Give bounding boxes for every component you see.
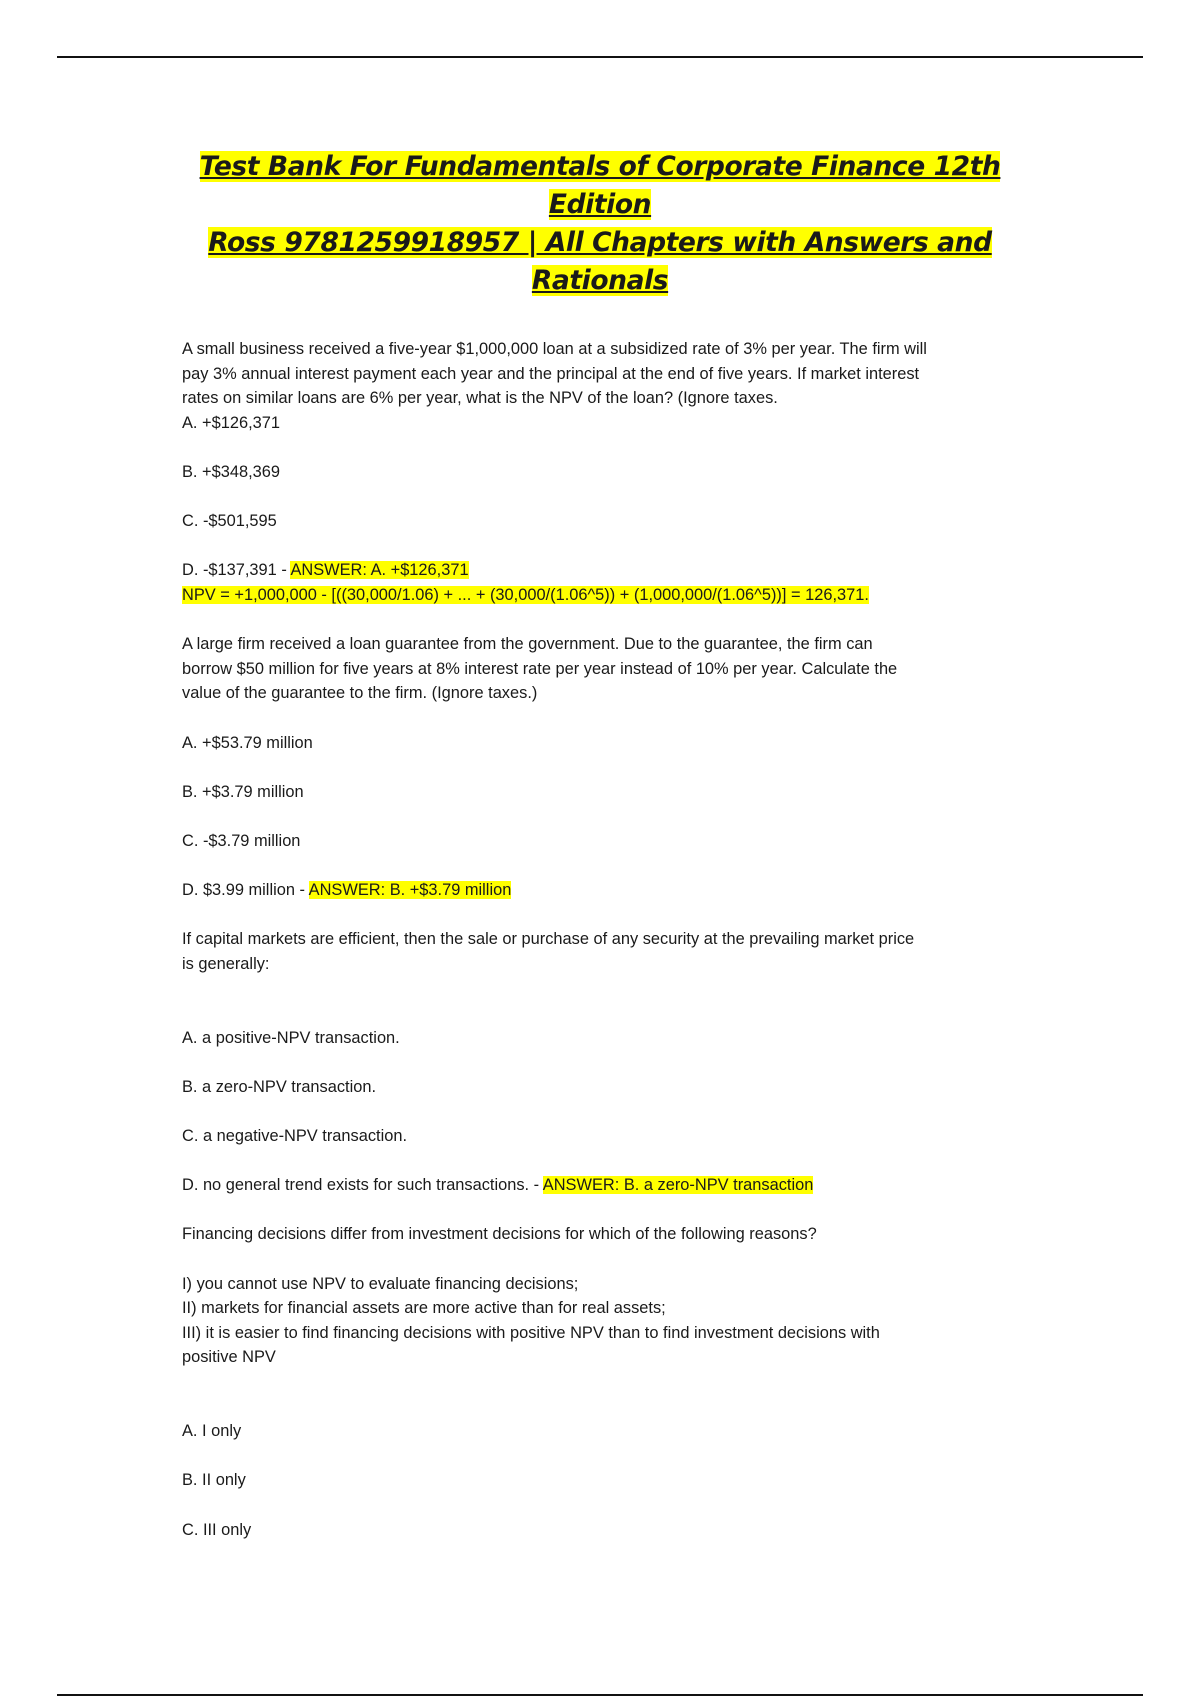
answer-highlight: ANSWER: B. +$3.79 million xyxy=(308,881,512,900)
question-stem-line: If capital markets are efficient, then the sale or purchase of any security at the prevailing market price xyxy=(182,930,915,949)
statement-line: II) markets for financial assets are more active than for real assets; xyxy=(182,1299,666,1318)
question-stem-line: A large firm received a loan guarantee from the government. Due to the guarantee, the firm can xyxy=(182,635,873,654)
question-list xyxy=(182,337,1032,1542)
question-stem-line: borrow $50 million for five years at 8% interest rate per year instead of 10% per year. Calculate the xyxy=(182,659,898,678)
option-c: C. III only xyxy=(182,1520,252,1539)
option-b: B. II only xyxy=(182,1471,246,1490)
option-b: B. +$348,369 xyxy=(182,462,280,481)
question-stem-line: is generally: xyxy=(182,954,270,973)
question-stem-line: rates on similar loans are 6% per year, what is the NPV of the loan? (Ignore taxes. xyxy=(182,389,778,408)
option-d-with-answer xyxy=(182,878,1032,903)
option-b: B. +$3.79 million xyxy=(182,782,304,801)
question-4 xyxy=(182,1222,1032,1542)
title-line-3: Rationals xyxy=(531,265,669,296)
question-stem-line: Financing decisions differ from investment decisions for which of the following reasons? xyxy=(182,1225,817,1244)
statement-line: positive NPV xyxy=(182,1348,276,1367)
statement-line: III) it is easier to find financing decisions with positive NPV than to find investment decisions with xyxy=(182,1323,880,1342)
option-c: C. -$501,595 xyxy=(182,512,277,531)
question-3 xyxy=(182,927,1032,1198)
option-b: B. a zero-NPV transaction. xyxy=(182,1077,377,1096)
option-a: A. a positive-NPV transaction. xyxy=(182,1028,400,1047)
title-line-1: Test Bank For Fundamentals of Corporate Finance 12th Edition xyxy=(199,151,1001,220)
answer-highlight: ANSWER: A. +$126,371 xyxy=(290,561,469,580)
option-d-with-answer xyxy=(182,1173,1032,1198)
document-title xyxy=(150,148,1050,300)
question-stem-line: pay 3% annual interest payment each year and the principal at the end of five years. If market interest xyxy=(182,364,920,383)
rationale-line xyxy=(182,583,1032,608)
question-2 xyxy=(182,632,1032,903)
statement-line: I) you cannot use NPV to evaluate financing decisions; xyxy=(182,1274,579,1293)
footer-rule xyxy=(57,1694,1143,1696)
option-c: C. -$3.79 million xyxy=(182,831,301,850)
option-d: D. $3.99 million - xyxy=(182,881,309,900)
title-line-2: Ross 9781259918957 | All Chapters with Answers and xyxy=(208,227,992,258)
rationale-highlight: NPV = +1,000,000 - [((30,000/1.06) + ... + (30,000/(1.06^5)) + (1,000,000/(1.06^5))] = 126,371. xyxy=(182,585,869,604)
question-stem-line: value of the guarantee to the firm. (Ignore taxes.) xyxy=(182,684,538,703)
option-d: D. no general trend exists for such transactions. - xyxy=(182,1176,543,1195)
option-d-with-answer xyxy=(182,558,1032,583)
option-a: A. I only xyxy=(182,1422,242,1441)
option-a: A. +$126,371 xyxy=(182,413,280,432)
question-1 xyxy=(182,337,1032,608)
option-c: C. a negative-NPV transaction. xyxy=(182,1127,408,1145)
option-a: A. +$53.79 million xyxy=(182,733,313,752)
answer-highlight: ANSWER: B. a zero-NPV transaction xyxy=(542,1176,814,1195)
option-d: D. -$137,391 - xyxy=(182,561,291,580)
question-stem-line: A small business received a five-year $1,000,000 loan at a subsidized rate of 3% per year. The firm will xyxy=(182,340,927,358)
header-rule xyxy=(57,56,1143,58)
